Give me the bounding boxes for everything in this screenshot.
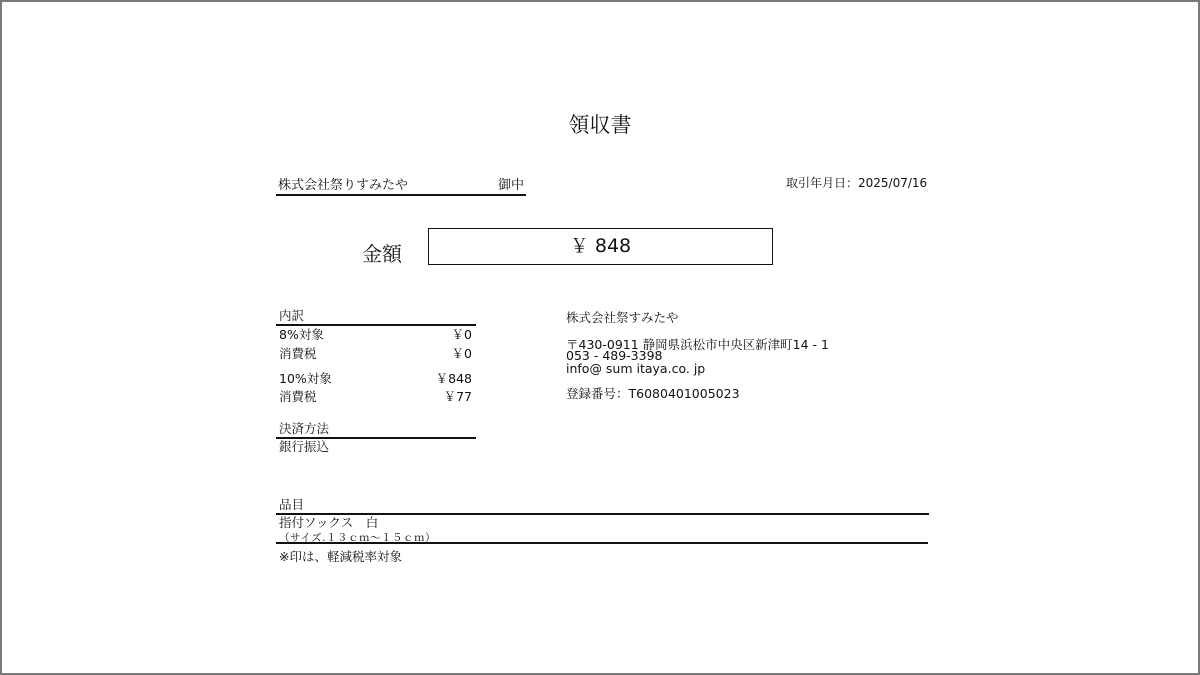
breakdown-value: ￥848 [435, 371, 472, 386]
breakdown-row [279, 369, 472, 385]
breakdown-row [279, 344, 472, 360]
breakdown-label: 消費税 [279, 346, 317, 361]
items-heading: 品目 [276, 495, 929, 515]
payment-method: 銀行振込 [279, 439, 330, 454]
tax-note: ※印は、軽減税率対象 [279, 549, 402, 564]
issuer-name: 株式会社祭すみたや [566, 310, 679, 325]
breakdown-label: 10%対象 [279, 371, 332, 386]
addressee-name: 株式会社祭りすみたや [278, 178, 409, 193]
item-detail: （サイズ.１３ｃｍ～１５ｃｍ） [279, 532, 436, 544]
amount-value: ￥ 848 [569, 235, 632, 257]
breakdown-heading: 内訳 [276, 306, 476, 326]
issuer-phone: 053 - 489-3398 [566, 348, 663, 363]
breakdown-label: 8%対象 [279, 327, 324, 342]
transaction-date [786, 174, 927, 191]
payment-heading: 決済方法 [276, 419, 476, 439]
addressee-honorific: 御中 [498, 178, 525, 193]
breakdown-label: 消費税 [279, 389, 317, 404]
breakdown-row [279, 387, 472, 403]
breakdown-value: ￥0 [451, 327, 472, 342]
date-label: 取引年月日： [786, 176, 859, 190]
amount-box [428, 228, 773, 265]
date-value: 2025/07/16 [858, 176, 928, 190]
issuer-registration: 登録番号：T6080401005023 [566, 386, 740, 401]
item-name: 指付ソックス 白 [279, 515, 379, 530]
amount-label: 金額 [362, 242, 402, 266]
breakdown-row [279, 325, 472, 341]
breakdown-value: ￥0 [451, 346, 472, 361]
issuer-email: info@ sum itaya.co. jp [566, 361, 706, 376]
breakdown-value: ￥77 [443, 389, 472, 404]
items-divider [276, 542, 928, 544]
addressee-line [276, 174, 526, 196]
document-title: 領収書 [568, 113, 632, 137]
issuer-address: 〒430-0911 静岡県浜松市中央区新津町14 - 1 [566, 337, 829, 352]
